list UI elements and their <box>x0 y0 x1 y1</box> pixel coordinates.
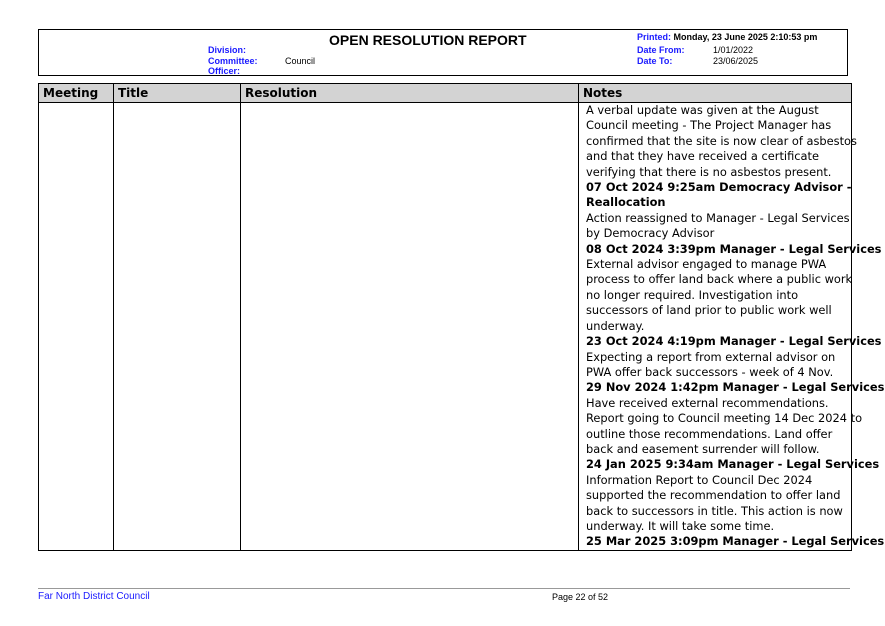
table-row <box>39 103 852 551</box>
note-line: underway. <box>586 318 645 333</box>
notes-text <box>586 103 885 550</box>
officer-label: Officer: <box>208 66 241 76</box>
note-line: External advisor engaged to manage PWA <box>586 257 827 272</box>
date-from-value: 1/01/2022 <box>713 45 754 55</box>
column-header-notes: Notes <box>579 84 852 103</box>
note-line: underway. It will take some time. <box>586 518 775 533</box>
meeting-cell <box>39 103 114 551</box>
note-line: no longer required. Investigation into <box>586 287 799 302</box>
note-line: verifying that there is no asbestos present. <box>586 164 832 179</box>
note-line: process to offer land back where a public work <box>586 272 853 287</box>
printed-label <box>637 32 817 42</box>
note-line: Council meeting - The Project Manager has <box>586 118 832 133</box>
report-header <box>38 29 848 76</box>
note-entry-heading: 29 Nov 2024 1:42pm Manager - Legal Services <box>586 380 885 395</box>
column-header-title: Title <box>114 84 241 103</box>
resolution-cell <box>241 103 579 551</box>
date-to-value: 23/06/2025 <box>713 56 759 66</box>
table-header-row <box>39 84 852 103</box>
note-line: outline those recommendations. Land offer <box>586 426 833 441</box>
note-line: by Democracy Advisor <box>586 226 715 241</box>
note-line: Information Report to Council Dec 2024 <box>586 472 813 487</box>
printed-label-text: Printed: <box>637 32 672 42</box>
note-line: and that they have received a certificate <box>586 149 819 164</box>
note-line: back and easement surrender will follow. <box>586 441 820 456</box>
note-line: Expecting a report from external advisor on <box>586 349 836 364</box>
note-line: back to successors in title. This action is now <box>586 503 843 518</box>
committee-value: Council <box>285 56 316 66</box>
column-header-meeting: Meeting <box>39 84 114 103</box>
resolution-table <box>38 83 885 551</box>
note-line: Have received external recommendations. <box>586 395 829 410</box>
date-to-label: Date To: <box>637 56 673 66</box>
column-header-resolution: Resolution <box>241 84 579 103</box>
note-line: supported the recommendation to offer land <box>586 488 841 503</box>
note-entry-heading: 25 Mar 2025 3:09pm Manager - Legal Services <box>586 534 885 549</box>
footer-divider <box>38 588 850 589</box>
division-label: Division: <box>208 45 247 55</box>
footer-organisation: Far North District Council <box>38 591 150 602</box>
note-line: PWA offer back successors - week of 4 Nov. <box>586 364 834 379</box>
date-from-label: Date From: <box>637 45 685 55</box>
note-entry-heading: 07 Oct 2024 9:25am Democracy Advisor - <box>586 180 852 195</box>
note-line: Action reassigned to Manager - Legal Services <box>586 210 850 225</box>
report-title: OPEN RESOLUTION REPORT <box>329 32 527 48</box>
note-entry-heading: 23 Oct 2024 4:19pm Manager - Legal Services <box>586 334 882 349</box>
note-entry-heading: Reallocation <box>586 195 666 210</box>
footer-page-number: Page 22 of 52 <box>552 592 609 602</box>
note-entry-heading: 08 Oct 2024 3:39pm Manager - Legal Services <box>586 241 882 256</box>
notes-cell <box>579 103 885 551</box>
title-cell <box>114 103 241 551</box>
note-line: Report going to Council meeting 14 Dec 2024 to <box>586 411 863 426</box>
note-entry-heading: 24 Jan 2025 9:34am Manager - Legal Services <box>586 457 880 472</box>
note-line: A verbal update was given at the August <box>586 103 819 117</box>
committee-label: Committee: <box>208 56 258 66</box>
note-line: confirmed that the site is now clear of asbestos <box>586 133 857 148</box>
printed-value: Monday, 23 June 2025 2:10:53 pm <box>673 32 818 42</box>
note-line: successors of land prior to public work well <box>586 303 832 318</box>
